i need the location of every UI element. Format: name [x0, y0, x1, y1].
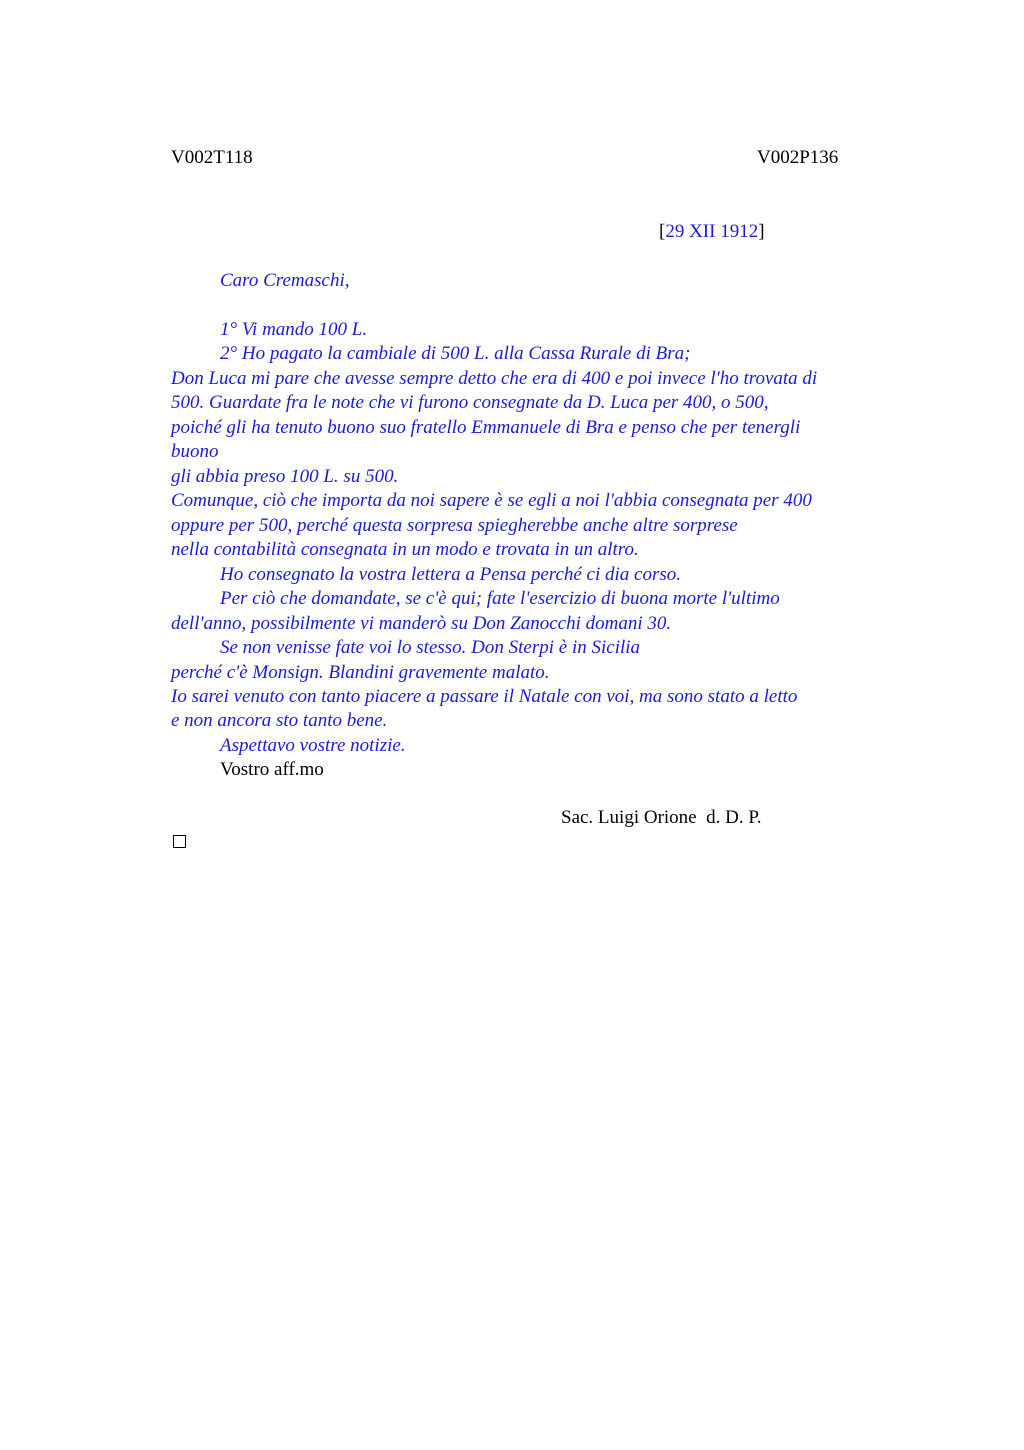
header-right-code: V002P136 [757, 147, 839, 168]
body-line: 1° Vi mando 100 L. [220, 319, 368, 340]
empty-square-icon [173, 835, 186, 848]
closing: Vostro aff.mo [220, 759, 324, 780]
body-line: gli abbia preso 100 L. su 500. [171, 466, 399, 487]
date-text: 29 XII 1912 [665, 221, 759, 242]
body-line: 2° Ho pagato la cambiale di 500 L. alla Cassa Rurale di Bra; [220, 343, 691, 364]
body-line: Don Luca mi pare che avesse sempre detto che era di 400 e poi invece l'ho trovata di [171, 368, 818, 389]
body-line: e non ancora sto tanto bene. [171, 710, 388, 731]
body-line: Aspettavo vostre notizie. [220, 735, 406, 756]
body-line: Se non venisse fate voi lo stesso. Don Sterpi è in Sicilia [220, 637, 641, 658]
letter-date [659, 221, 765, 243]
body-line: perché c'è Monsign. Blandini gravemente malato. [171, 662, 550, 683]
body-line: buono [171, 441, 219, 462]
body-line: dell'anno, possibilmente vi manderò su Don Zanocchi domani 30. [171, 613, 672, 634]
header-left-code: V002T118 [171, 147, 253, 168]
salutation: Caro Cremaschi, [220, 270, 350, 291]
body-line: Io sarei venuto con tanto piacere a passare il Natale con voi, ma sono stato a letto [171, 686, 798, 707]
body-line: Comunque, ciò che importa da noi sapere è se egli a noi l'abbia consegnata per 400 [171, 490, 812, 511]
body-line: nella contabilità consegnata in un modo e trovata in un altro. [171, 539, 639, 560]
body-line: Per ciò che domandate, se c'è qui; fate l'esercizio di buona morte l'ultimo [220, 588, 780, 609]
body-line: poiché gli ha tenuto buono suo fratello Emmanuele di Bra e penso che per tenergli [171, 417, 801, 438]
signature: Sac. Luigi Orione d. D. P. [561, 807, 762, 828]
date-close-bracket: ] [758, 221, 765, 242]
body-line: oppure per 500, perché questa sorpresa spiegherebbe anche altre sorprese [171, 515, 738, 536]
date-open-bracket: [ [659, 221, 666, 242]
body-line: Ho consegnato la vostra lettera a Pensa perché ci dia corso. [220, 564, 682, 585]
body-line: 500. Guardate fra le note che vi furono consegnate da D. Luca per 400, o 500, [171, 392, 769, 413]
